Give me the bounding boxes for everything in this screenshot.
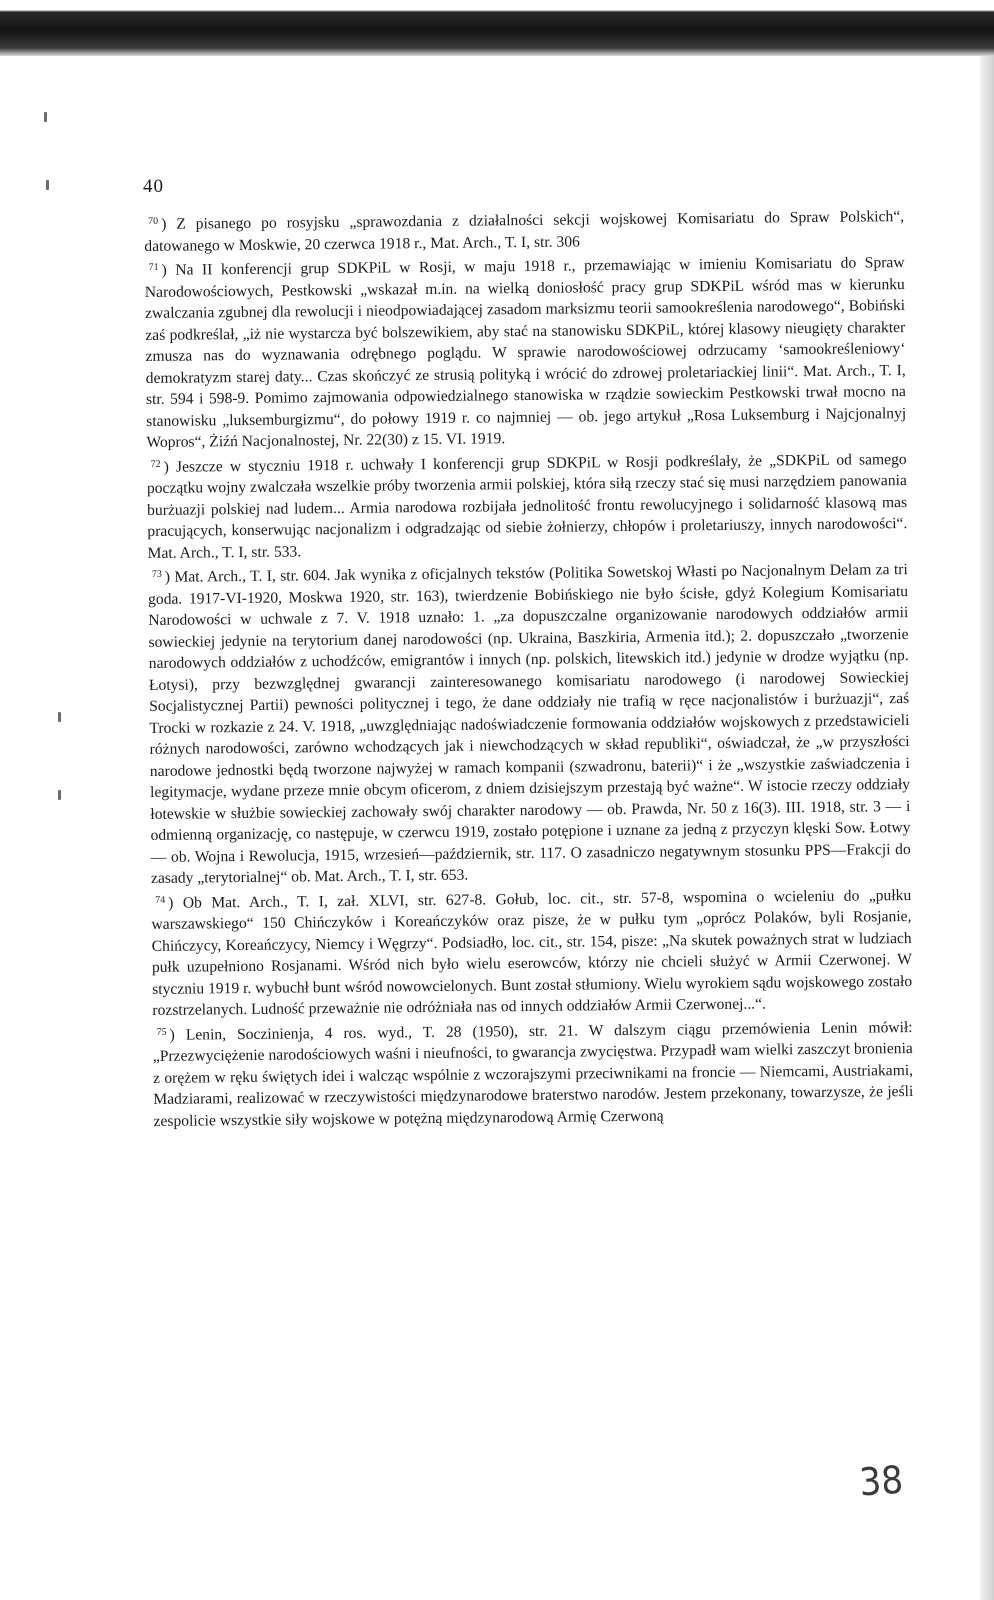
footnote-number: 73 — [151, 568, 162, 580]
footnote-text: ) Z pisanego po rosyjsku „sprawozdania z działalności sekcji wojskowej Komisariatu do Spraw Polskich“, datowanego w Moskwie, 20 czerwca 1918 r., Mat. Arch., T. I, str. 306 — [144, 208, 905, 255]
footnote-text: ) Na II konferencji grup SDKPiL w Rosji, w maju 1918 r., przemawiając w imieniu Komisariatu do Spraw Narodowościowych, Pestkowski „wskazał m.in. na wielką doniosłość pracy grup SDKPiL wśród mas w kierunku zwalczania zgubnej dla rewolucji i nieodpowiadającej zasadom marksizmu teorii samookreślenia narodowego“, Bobiński zaś podkreślał, „iż nie wystarcza być bolszewikiem, aby stać na stanowisku SDKPiL, której klasowy nieugięty charakter zmusza nas do wyznawania odrębnego poglądu. W sprawie narodowościowej odrzucamy ‘samookreśleniowy‘ demokratyzm starej daty... Czas skończyć ze strusią polityką i wrócić do zdrowej proletariackiej linii“. Mat. Arch., T. I, str. 594 i 598-9. Pomimo zajmowania odpowiedzialnego stanowiska w rządzie sowieckim Pestkowski trwał mocno na stanowisku „luksemburgizmu“, do połowy 1919 r. co najmniej — ob. jego artykuł „Rosa Luksemburg i Najcjonalnyj Wopros“, Żiźń Nacjonalnostej, Nr. 22(30) z 15. VI. 1919. — [144, 254, 907, 451]
footnote-number: 70 — [148, 215, 159, 227]
footnote-text: ) Jeszcze w styczniu 1918 r. uchwały I konferencji grup SDKPiL w Rosji podkreślały, że „SDKPiL od samego początku wojny zwalczała wszelkie próby tworzenia armii polskiej, która siłą rzeczy stać się musi narzędziem panowania burżuazji polskiej nad ludem... Armia narodowa rozbijała jednolitość frontu rewolucyjnego i solidarność klasową mas pracujących, konserwując nacjonalizm i odgradzając od siebie żołnierzy, chłopów i proletariuszy, innych narodowości“. Mat. Arch., T. I, str. 533. — [146, 450, 908, 562]
footnotes — [144, 203, 914, 1132]
margin-mark — [46, 180, 49, 190]
footnote — [144, 249, 906, 453]
footnote — [152, 1013, 913, 1131]
footnote — [147, 446, 908, 564]
footnote-number: 71 — [148, 261, 159, 273]
footnote-text: ) Lenin, Soczinienja, 4 ros. wyd., T. 28 (1950), str. 21. W dalszym ciągu przemówienia Lenin mówił: „Przezwyciężenie narodościowych waśni i nieufności, to gwarancja zwycięstwa. Przypadł wam wielki zaszczyt bronienia z orężem w ręku świętych idei i walcząc wspólnie z wczorajszymi przeciwnikami na froncie — Niemcami, Austriakami, Madziarami, realizować w rzeczywistości międzynarodowe braterstwo narodów. Jestem przekonany, towarzysze, że jeśli zespolicie wszystkie siły wojskowe w potężną międzynarodową Armię Czerwoną — [152, 1018, 914, 1130]
footnote-text: ) Mat. Arch., T. I, str. 604. Jak wynika z oficjalnych tekstów (Politika Sowetskoj Własti po Nacjonalnym Delam za tri goda. 1917-VI-1920, Moskwa 1920, str. 163), twierdzenie Bobińskiego nie było ścisłe, gdyż Kolegium Komisariatu Narodowości w uchwale z 7. V. 1918 uznało: 1. „za dopuszczalne organizowanie narodowych oddziałów armii sowieckiej jedynie na terytorium danej narodowości (np. Ukraina, Baszkiria, Armenia itd.); 2. dopuszczało „tworzenie narodowych oddziałów z uchodźców, emigrantów i innych (np. polskich, litewskich itd.) jedynie w drodze wyjątku (np. Łotysi), przy bezwzględnej gwarancji zainteresowanego komisariatu narodowego (i narodowej Sowieckiej Socjalistycznej Partii) pewności politycznej i tego, że dane oddziały nie trafią w ręce nacjonalistów i burżuazji“, zaś Trocki w rozkazie z 24. V. 1918, „uwzględniając nadoświadczenie formowania oddziałów wojskowych z przedstawicieli różnych narodowości, zarówno wchodzących jak i niewchodzących w skład republiki“, oświadczał, że „w przyszłości narodowe jednostki będą tworzone najwyżej w ramach kompanii (szwadronu, baterii)“ i że „wszystkie zaświadczenia i legitymacje, wydane przeze mnie obcym oficerom, z dniem dzisiejszym przestają być ważne“. W istocie rzeczy oddziały łotewskie w służbie sowieckiej zachowały swój charakter narodowy — ob. Prawda, Nr. 50 z 16(3). III. 1918, str. 3 — i odmienną organizację, co następuje, w czerwcu 1919, zostało potępione i uznane za jedną z przyczyn klęski Sow. Łotwy — ob. Wojna i Rewolucja, 1915, wrzesień—październik, str. 117. O zasadniczo negatywnym stosunku PPS—Frakcji do zasady „terytorialnej“ ob. Mat. Arch., T. I, str. 653. — [147, 561, 911, 887]
footnote-text: ) Ob Mat. Arch., T. I, zał. XLVI, str. 627-8. Gołub, loc. cit., str. 57-8, wspomina o wcieleniu do „pułku warszawskiego“ 150 Chińczyków i Koreańczyków oraz pisze, że w pułku tym „oprócz Polaków, byli Rosjanie, Chińczycy, Koreańczycy, Niemcy i Węgrzy“. Podsiadło, loc. cit., str. 154, pisze: „Na skutek poważnych strat w ludziach pułk uzupełniono Rosjanami. Wśród nich było wielu eserowców, którzy nie chcieli służyć w Armii Czerwonej. W styczniu 1919 r. wybuchł bunt wśród nowowcielonych. Bunt został stłumiony. Wielu wyrokiem sądu wojskowego zostało rozstrzelanych. Ludność przeważnie nie odróżniała nas od innych oddziałów Armii Czerwonej...“. — [151, 886, 913, 1019]
footnote-number: 75 — [156, 1026, 167, 1038]
footnote — [148, 556, 911, 889]
footnote — [144, 203, 904, 257]
scan-right-edge — [980, 56, 994, 1600]
footnote-number: 72 — [150, 458, 161, 470]
scan-top-border — [0, 0, 994, 56]
footnote-number: 74 — [155, 894, 166, 906]
page-number: 40 — [143, 176, 164, 197]
margin-mark — [58, 712, 61, 722]
margin-mark — [44, 112, 47, 122]
margin-mark — [58, 790, 61, 800]
handwritten-page-number: 38 — [857, 1457, 905, 1505]
footnote — [151, 882, 912, 1022]
